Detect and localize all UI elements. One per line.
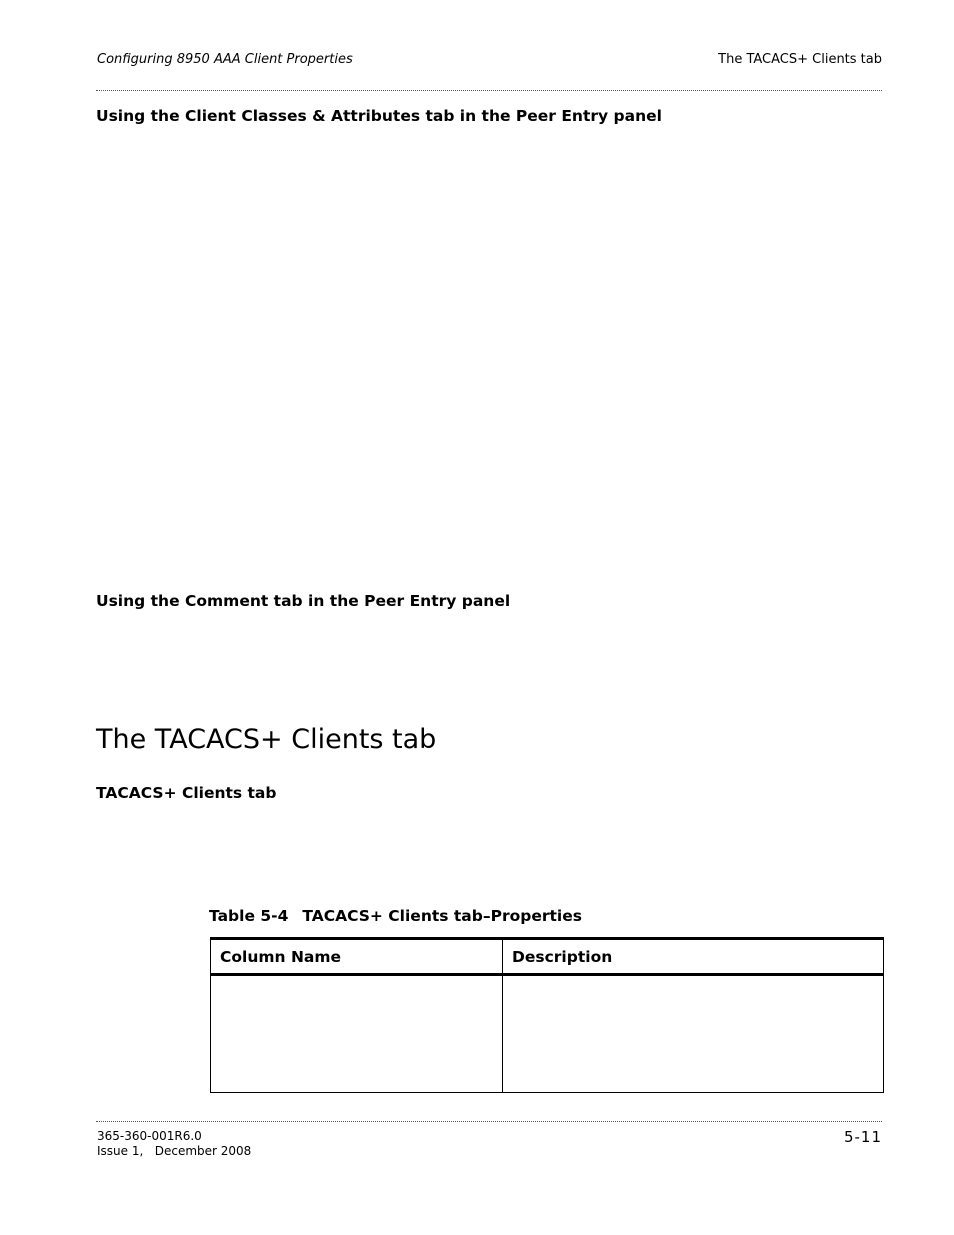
table-caption (209, 907, 582, 925)
header-divider (96, 90, 882, 91)
subheading-client-classes: Using the Client Classes & Attributes tab in the Peer Entry panel (96, 107, 662, 125)
running-header-right: The TACACS+ Clients tab (718, 52, 882, 67)
footer-doc-number: 365-360-001R6.0 (97, 1129, 202, 1143)
footer-document-info (97, 1129, 251, 1159)
column-header-name: Column Name (211, 939, 503, 975)
section-title: The TACACS+ Clients tab (96, 724, 437, 755)
column-header-description: Description (503, 939, 884, 975)
table-caption-title: TACACS+ Clients tab–Properties (302, 907, 582, 925)
properties-table (210, 937, 884, 1093)
running-header-left: Configuring 8950 AAA Client Properties (97, 52, 353, 67)
subheading-comment-tab: Using the Comment tab in the Peer Entry panel (96, 592, 511, 610)
table-cell-name (211, 975, 503, 1093)
page-number: 5-11 (843, 1128, 882, 1146)
footer-issue: Issue 1, December 2008 (97, 1144, 252, 1158)
table-row (211, 975, 884, 1093)
table-caption-number: Table 5-4 (209, 907, 289, 925)
subheading-tacacs-clients: TACACS+ Clients tab (96, 784, 277, 802)
footer-divider (96, 1121, 882, 1122)
table-header-row (211, 939, 884, 975)
table-cell-description (503, 975, 884, 1093)
